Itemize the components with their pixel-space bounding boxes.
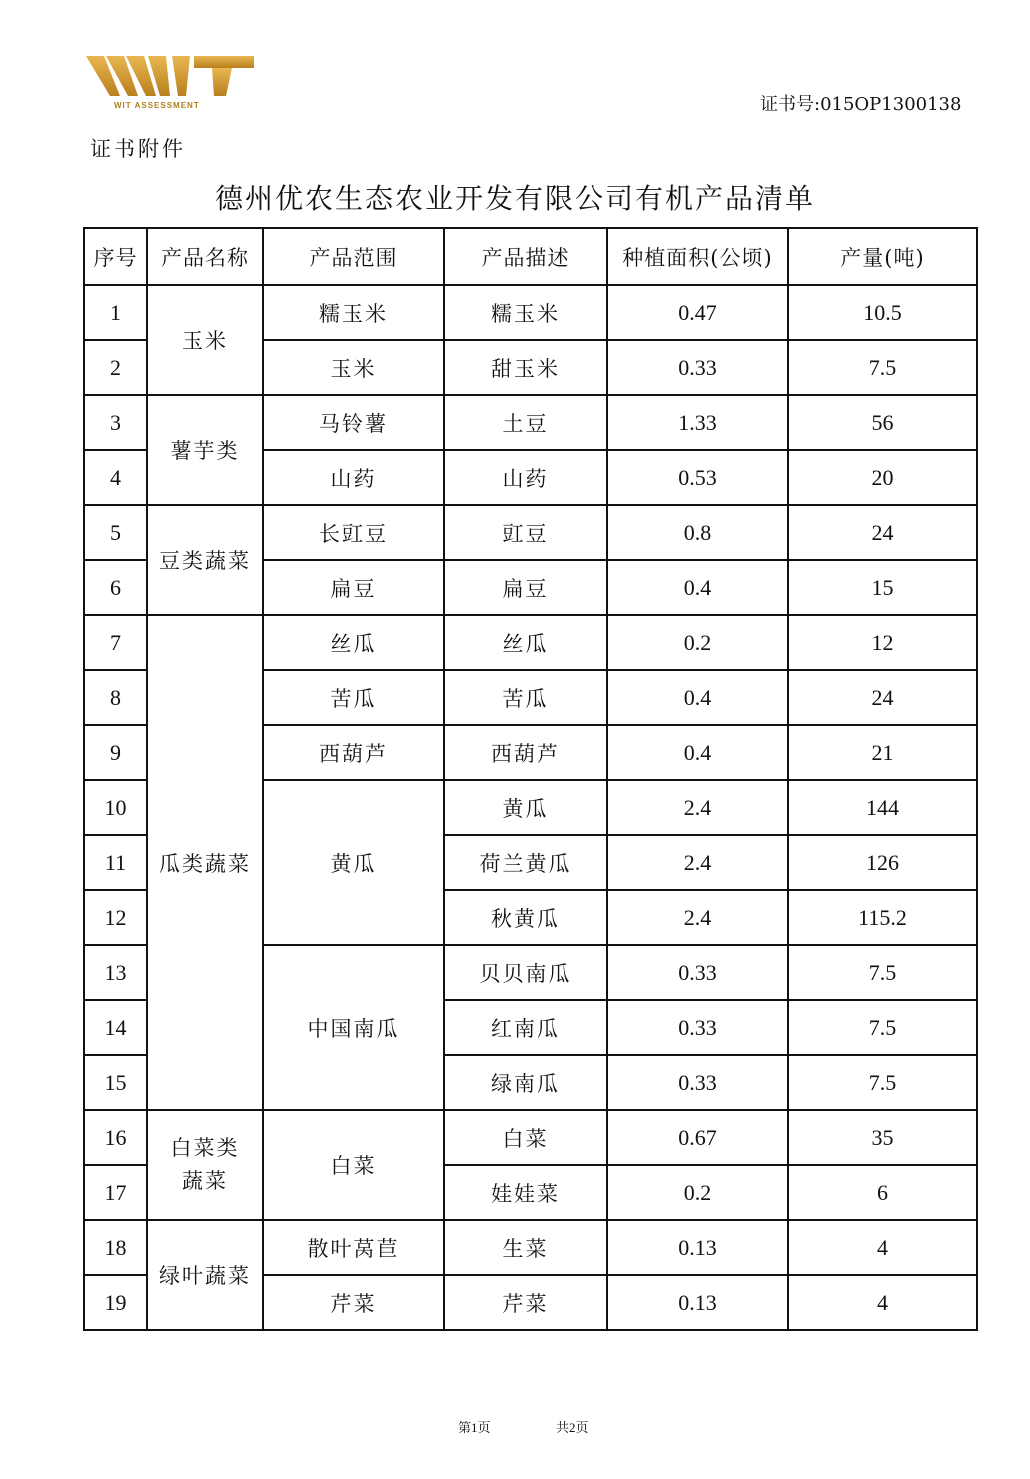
output-cell: 24 — [788, 505, 977, 560]
row-number: 17 — [84, 1165, 147, 1220]
row-number: 18 — [84, 1220, 147, 1275]
product-name-cell — [147, 1110, 263, 1220]
product-scope-cell: 扁豆 — [263, 560, 444, 615]
table-header-row — [84, 228, 977, 285]
product-desc-cell: 黄瓜 — [444, 780, 607, 835]
product-desc-cell: 芹菜 — [444, 1275, 607, 1330]
output-cell: 7.5 — [788, 1000, 977, 1055]
product-scope-cell: 长豇豆 — [263, 505, 444, 560]
area-cell: 0.4 — [607, 560, 788, 615]
table-row — [84, 615, 977, 670]
product-scope-cell: 玉米 — [263, 340, 444, 395]
product-scope-cell: 散叶莴苣 — [263, 1220, 444, 1275]
output-cell: 7.5 — [788, 1055, 977, 1110]
output-cell: 115.2 — [788, 890, 977, 945]
row-number: 10 — [84, 780, 147, 835]
output-cell: 126 — [788, 835, 977, 890]
organic-product-table — [83, 227, 978, 1331]
table-row — [84, 1110, 977, 1165]
product-scope-cell: 白菜 — [263, 1110, 444, 1220]
row-number: 15 — [84, 1055, 147, 1110]
area-cell: 0.13 — [607, 1220, 788, 1275]
document-title: 德州优农生态农业开发有限公司有机产品清单 — [214, 182, 815, 215]
product-name-cell: 豆类蔬菜 — [147, 505, 263, 615]
table-row — [84, 285, 977, 340]
product-scope-cell: 丝瓜 — [263, 615, 444, 670]
area-cell: 0.8 — [607, 505, 788, 560]
product-desc-cell: 荷兰黄瓜 — [444, 835, 607, 890]
row-number: 12 — [84, 890, 147, 945]
product-desc-cell: 扁豆 — [444, 560, 607, 615]
certificate-number: 证书号:015OP1300138 — [760, 94, 962, 115]
product-desc-cell: 秋黄瓜 — [444, 890, 607, 945]
product-scope-cell: 中国南瓜 — [263, 945, 444, 1110]
product-scope-cell: 黄瓜 — [263, 780, 444, 945]
product-name-cell: 薯芋类 — [147, 395, 263, 505]
column-header: 产量(吨) — [788, 228, 977, 285]
area-cell: 0.47 — [607, 285, 788, 340]
row-number: 13 — [84, 945, 147, 1000]
column-header: 产品描述 — [444, 228, 607, 285]
area-cell: 0.4 — [607, 670, 788, 725]
column-header: 序号 — [84, 228, 147, 285]
area-cell: 2.4 — [607, 890, 788, 945]
row-number: 4 — [84, 450, 147, 505]
output-cell: 7.5 — [788, 945, 977, 1000]
output-cell: 20 — [788, 450, 977, 505]
product-name-text: 白菜类蔬菜 — [170, 1136, 240, 1193]
area-cell: 2.4 — [607, 835, 788, 890]
product-desc-cell: 丝瓜 — [444, 615, 607, 670]
table-row — [84, 1220, 977, 1275]
row-number: 14 — [84, 1000, 147, 1055]
row-number: 7 — [84, 615, 147, 670]
area-cell: 0.53 — [607, 450, 788, 505]
output-cell: 15 — [788, 560, 977, 615]
row-number: 11 — [84, 835, 147, 890]
product-scope-cell: 山药 — [263, 450, 444, 505]
output-cell: 21 — [788, 725, 977, 780]
product-desc-cell: 西葫芦 — [444, 725, 607, 780]
output-cell: 24 — [788, 670, 977, 725]
output-cell: 12 — [788, 615, 977, 670]
row-number: 3 — [84, 395, 147, 450]
row-number: 9 — [84, 725, 147, 780]
area-cell: 0.4 — [607, 725, 788, 780]
column-header: 种植面积(公顷) — [607, 228, 788, 285]
page-total: 共2页 — [556, 1420, 589, 1435]
row-number: 6 — [84, 560, 147, 615]
row-number: 19 — [84, 1275, 147, 1330]
product-scope-cell: 苦瓜 — [263, 670, 444, 725]
row-number: 16 — [84, 1110, 147, 1165]
logo-caption: WIT ASSESSMENT — [114, 101, 200, 110]
output-cell: 10.5 — [788, 285, 977, 340]
product-scope-cell: 芹菜 — [263, 1275, 444, 1330]
product-desc-cell: 土豆 — [444, 395, 607, 450]
column-header: 产品名称 — [147, 228, 263, 285]
product-scope-cell: 马铃薯 — [263, 395, 444, 450]
output-cell: 56 — [788, 395, 977, 450]
product-desc-cell: 山药 — [444, 450, 607, 505]
table-row — [84, 505, 977, 560]
table-row — [84, 395, 977, 450]
row-number: 5 — [84, 505, 147, 560]
page-number: 第1页 — [458, 1420, 491, 1435]
product-name-cell: 玉米 — [147, 285, 263, 395]
product-desc-cell: 贝贝南瓜 — [444, 945, 607, 1000]
product-desc-cell: 糯玉米 — [444, 285, 607, 340]
product-desc-cell: 甜玉米 — [444, 340, 607, 395]
area-cell: 0.33 — [607, 1055, 788, 1110]
product-desc-cell: 生菜 — [444, 1220, 607, 1275]
area-cell: 0.2 — [607, 615, 788, 670]
product-desc-cell: 红南瓜 — [444, 1000, 607, 1055]
output-cell: 4 — [788, 1220, 977, 1275]
row-number: 2 — [84, 340, 147, 395]
product-name-cell: 绿叶蔬菜 — [147, 1220, 263, 1330]
column-header: 产品范围 — [263, 228, 444, 285]
area-cell: 0.13 — [607, 1275, 788, 1330]
area-cell: 1.33 — [607, 395, 788, 450]
area-cell: 0.33 — [607, 945, 788, 1000]
product-name-cell: 瓜类蔬菜 — [147, 615, 263, 1110]
area-cell: 0.67 — [607, 1110, 788, 1165]
annex-label: 证书附件 — [90, 137, 186, 161]
output-cell: 4 — [788, 1275, 977, 1330]
product-desc-cell: 苦瓜 — [444, 670, 607, 725]
output-cell: 6 — [788, 1165, 977, 1220]
row-number: 8 — [84, 670, 147, 725]
output-cell: 35 — [788, 1110, 977, 1165]
area-cell: 0.33 — [607, 1000, 788, 1055]
area-cell: 0.33 — [607, 340, 788, 395]
area-cell: 2.4 — [607, 780, 788, 835]
area-cell: 0.2 — [607, 1165, 788, 1220]
output-cell: 7.5 — [788, 340, 977, 395]
product-scope-cell: 糯玉米 — [263, 285, 444, 340]
row-number: 1 — [84, 285, 147, 340]
product-desc-cell: 娃娃菜 — [444, 1165, 607, 1220]
output-cell: 144 — [788, 780, 977, 835]
product-desc-cell: 白菜 — [444, 1110, 607, 1165]
product-scope-cell: 西葫芦 — [263, 725, 444, 780]
product-desc-cell: 豇豆 — [444, 505, 607, 560]
product-desc-cell: 绿南瓜 — [444, 1055, 607, 1110]
